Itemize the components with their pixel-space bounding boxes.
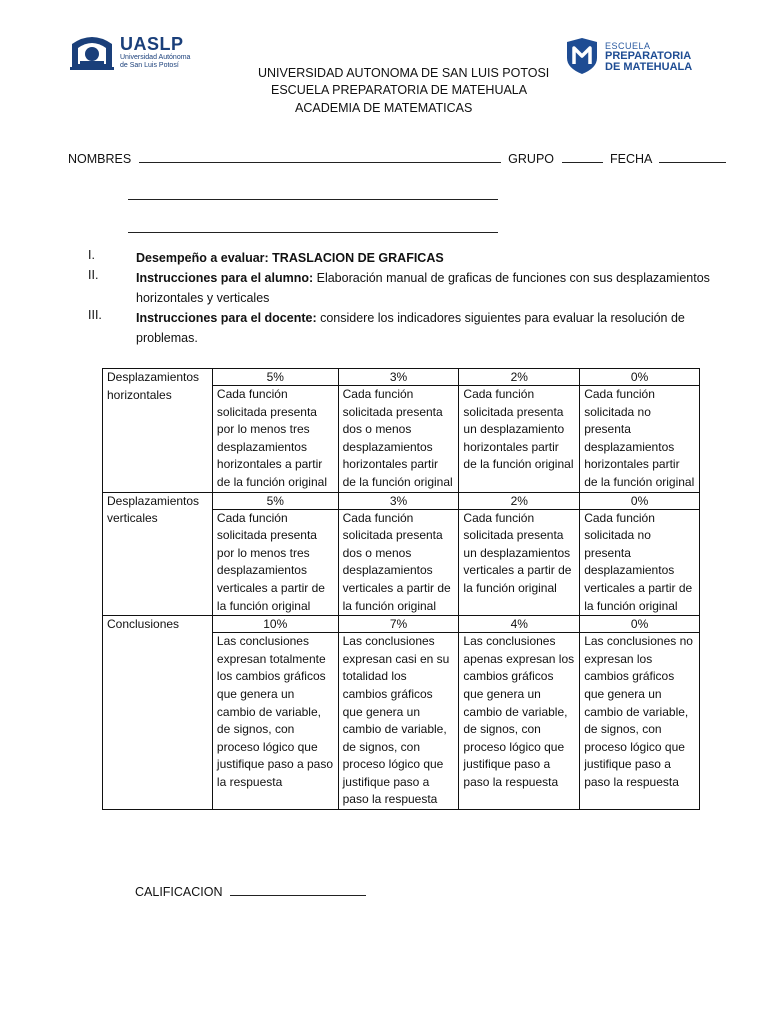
descriptor-cell: Cada función solicitada presenta dos o menos desplazamientos horizontales partir de la función original (338, 386, 459, 493)
academy-name: ACADEMIA DE MATEMATICAS (295, 101, 473, 115)
instruction-numeral-1: I. (88, 248, 95, 262)
uaslp-subtitle-line2: de San Luis Potosí (120, 62, 179, 69)
rubric-percent-row-vertical (103, 492, 700, 509)
names-field[interactable] (139, 150, 501, 163)
descriptor-cell: Cada función solicitada presenta por lo menos tres desplazamientos horizontales a partir de la función original (212, 386, 338, 493)
criterion-vertical: Desplazamientos verticales (103, 492, 213, 616)
names-field-line-2[interactable] (128, 199, 498, 200)
prepa-logo (565, 38, 705, 78)
instruction-1-bold: Desempeño a evaluar: TRASLACION DE GRAFICAS (136, 251, 444, 265)
grade-row (135, 883, 366, 899)
prepa-logo-line3: DE MATEHUALA (605, 61, 693, 73)
rubric-percent-row-horizontal (103, 369, 700, 386)
percent-cell: 4% (459, 616, 580, 633)
descriptor-cell: Cada función solicitada presenta por lo menos tres desplazamientos verticales a partir de la función original (212, 509, 338, 616)
names-label: NOMBRES (68, 152, 132, 166)
percent-cell: 3% (338, 492, 459, 509)
instruction-2-bold: Instrucciones para el alumno: (136, 271, 314, 285)
instruction-2 (136, 268, 710, 308)
descriptor-cell: Cada función solicitada presenta un desplazamiento horizontales partir de la función original (459, 386, 580, 493)
instruction-3-text: considere los indicadores siguientes para evaluar la resolución de (316, 311, 685, 325)
uaslp-seal-icon (68, 28, 116, 72)
descriptor-cell: Las conclusiones expresan totalmente los cambios gráficos que genera un cambio de variable, de signos, con proceso lógico que justifique paso a paso la respuesta (212, 633, 338, 810)
descriptor-cell: Cada función solicitada no presenta desplazamientos verticales a partir de la función original (580, 509, 700, 616)
percent-cell: 7% (338, 616, 459, 633)
percent-cell: 0% (580, 616, 700, 633)
uaslp-subtitle (120, 54, 220, 70)
instruction-2-text-cont: horizontales y verticales (136, 291, 270, 305)
instruction-3-text-cont: problemas. (136, 331, 198, 345)
descriptor-cell: Las conclusiones no expresan los cambios gráficos que genera un cambio de variable, de signos, con proceso lógico que justifique paso a paso la respuesta (580, 633, 700, 810)
instruction-3 (136, 308, 685, 348)
grade-label: CALIFICACION (135, 885, 223, 899)
percent-cell: 3% (338, 369, 459, 386)
names-field-line-3[interactable] (128, 232, 498, 233)
prepa-shield-icon (565, 38, 599, 74)
date-label: FECHA (609, 152, 652, 166)
uaslp-subtitle-line1: Universidad Autónoma (120, 54, 191, 61)
grade-field[interactable] (230, 883, 366, 896)
group-field[interactable] (562, 150, 603, 163)
instruction-2-text: Elaboración manual de graficas de funciones con sus desplazamientos (313, 271, 710, 285)
percent-cell: 0% (580, 369, 700, 386)
descriptor-cell: Cada función solicitada presenta un desplazamientos verticales a partir de la función original (459, 509, 580, 616)
university-name: UNIVERSIDAD AUTONOMA DE SAN LUIS POTOSI (258, 66, 550, 80)
percent-cell: 10% (212, 616, 338, 633)
descriptor-cell: Cada función solicitada presenta dos o menos desplazamientos verticales a partir de la función original (338, 509, 459, 616)
instruction-numeral-3: III. (88, 308, 102, 322)
descriptor-cell: Las conclusiones expresan casi en su totalidad los cambios gráficos que genera un cambio de variable, de signos, con proceso lógico que justifique paso a paso la respuesta (338, 633, 459, 810)
student-info-row (68, 150, 726, 166)
percent-cell: 0% (580, 492, 700, 509)
descriptor-cell: Cada función solicitada no presenta desplazamientos horizontales partir de la función original (580, 386, 700, 493)
percent-cell: 2% (459, 492, 580, 509)
instruction-3-bold: Instrucciones para el docente: (136, 311, 317, 325)
school-name: ESCUELA PREPARATORIA DE MATEHUALA (271, 83, 528, 97)
group-label: GRUPO (508, 152, 555, 166)
rubric-table (102, 368, 700, 810)
prepa-logo-line1: ESCUELA (605, 41, 651, 51)
criterion-horizontal: Desplazamientos horizontales (103, 369, 213, 493)
percent-cell: 2% (459, 369, 580, 386)
uaslp-brand: UASLP (120, 34, 184, 54)
uaslp-logo (68, 28, 218, 76)
instruction-1 (136, 248, 444, 268)
instruction-numeral-2: II. (88, 268, 99, 282)
rubric-percent-row-conclusions (103, 616, 700, 633)
criterion-conclusions: Conclusiones (103, 616, 213, 810)
prepa-logo-line2: PREPARATORIA (605, 50, 692, 62)
descriptor-cell: Las conclusiones apenas expresan los cambios gráficos que genera un cambio de variable, de signos, con proceso lógico que justifique paso a paso la respuesta (459, 633, 580, 810)
percent-cell: 5% (212, 369, 338, 386)
percent-cell: 5% (212, 492, 338, 509)
prepa-logo-name (605, 51, 692, 73)
date-field[interactable] (659, 150, 726, 163)
